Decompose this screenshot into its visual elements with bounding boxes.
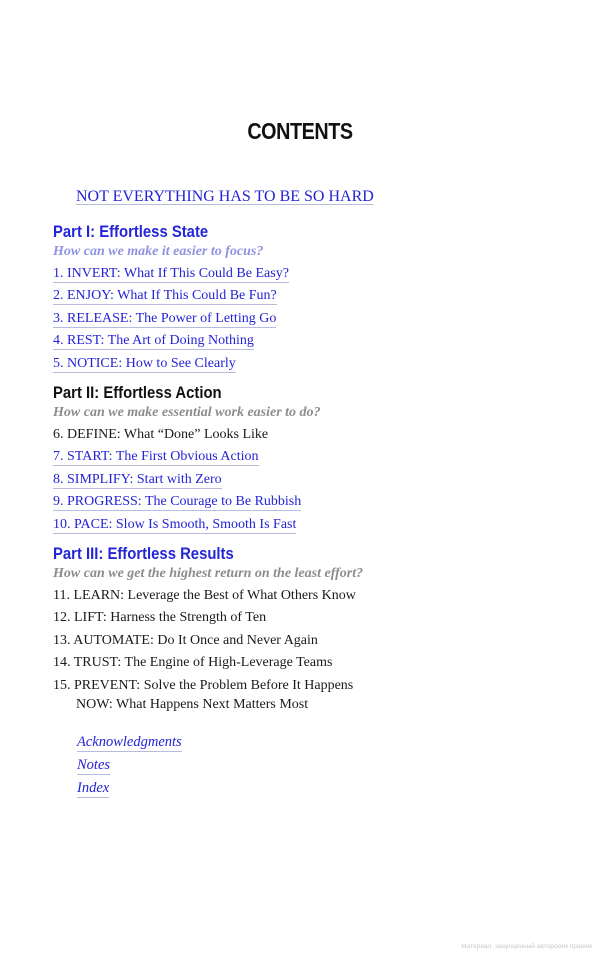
chapter-4-link[interactable]: 4. REST: The Art of Doing Nothing <box>53 333 254 349</box>
copyright-watermark: Материал, защищенный авторским правом <box>461 943 592 950</box>
part-2-subtitle: How can we make essential work easier to do? <box>53 405 321 420</box>
part-1-subtitle[interactable]: How can we make it easier to focus? <box>53 244 264 259</box>
part-3-section <box>53 543 573 697</box>
part-1-title[interactable]: Part I: Effortless State <box>53 223 209 241</box>
chapter-3-link[interactable]: 3. RELEASE: The Power of Letting Go <box>53 310 277 326</box>
chapter-7-link[interactable]: 7. START: The First Obvious Action <box>53 449 259 465</box>
chapter-15-text: 15. PREVENT: Solve the Problem Before It Happens <box>53 677 354 693</box>
part-3-title[interactable]: Part III: Effortless Results <box>53 545 234 563</box>
chapter-9-link[interactable]: 9. PROGRESS: The Courage to Be Rubbish <box>53 494 302 510</box>
part-3-subtitle: How can we get the highest return on the least effort? <box>53 566 364 581</box>
chapter-1-link[interactable]: 1. INVERT: What If This Could Be Easy? <box>53 266 289 281</box>
part-1-section <box>53 221 573 375</box>
notes-link[interactable]: Notes <box>77 757 111 773</box>
chapter-2-link[interactable]: 2. ENJOY: What If This Could Be Fun? <box>53 288 277 304</box>
intro-link[interactable]: NOT EVERYTHING HAS TO BE SO HARD <box>76 188 374 205</box>
chapter-6-text: 6. DEFINE: What “Done” Looks Like <box>53 427 269 442</box>
page-title: CONTENTS <box>247 118 353 144</box>
acknowledgments-link[interactable]: Acknowledgments <box>77 734 182 750</box>
chapter-11-text: 11. LEARN: Leverage the Best of What Others Know <box>53 588 356 603</box>
chapter-13-text: 13. AUTOMATE: Do It Once and Never Again <box>53 632 318 648</box>
index-link[interactable]: Index <box>77 780 110 796</box>
now-chapter-text: NOW: What Happens Next Matters Most <box>76 697 309 712</box>
chapter-8-link[interactable]: 8. SIMPLIFY: Start with Zero <box>53 471 222 487</box>
chapter-5-link[interactable]: 5. NOTICE: How to See Clearly <box>53 355 236 371</box>
chapter-10-link[interactable]: 10. PACE: Slow Is Smooth, Smooth Is Fast <box>53 516 297 532</box>
chapter-14-text: 14. TRUST: The Engine of High-Leverage Teams <box>53 655 333 671</box>
part-2-section <box>53 382 573 536</box>
chapter-12-text: 12. LIFT: Harness the Strength of Ten <box>53 610 267 626</box>
part-2-title: Part II: Effortless Action <box>53 384 222 402</box>
